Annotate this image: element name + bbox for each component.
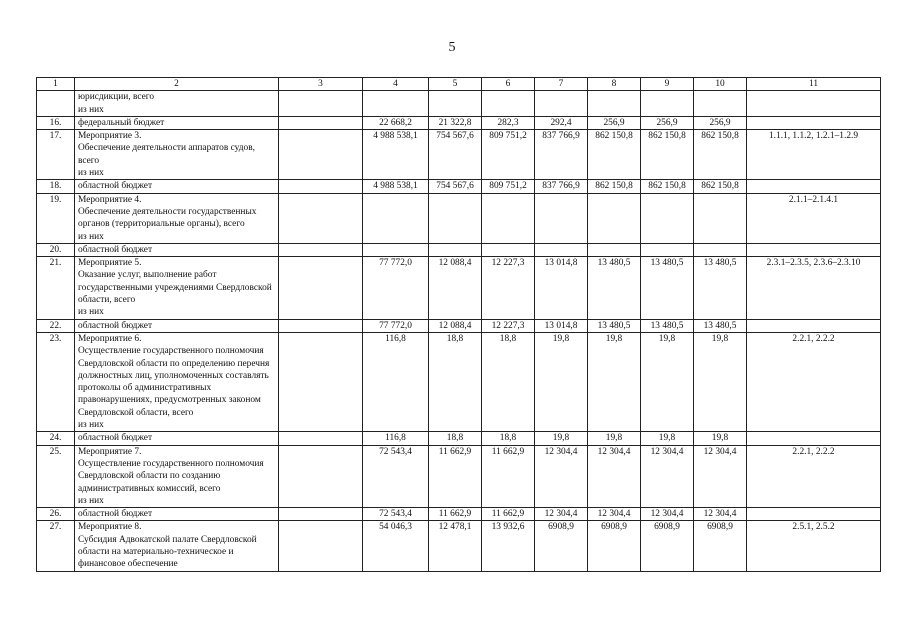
- cell-col-10: 862 150,8: [694, 180, 747, 193]
- row-description: Мероприятие 7. Осуществление государственного полномочия Свердловской области по созданию административных комиссий, всего из них: [75, 445, 279, 507]
- cell-col-9: 12 304,4: [641, 508, 694, 521]
- header-cell: 2: [75, 78, 279, 91]
- cell-col-6: [482, 91, 535, 117]
- cell-col-6: 18,8: [482, 432, 535, 445]
- row-number: 25.: [37, 445, 75, 507]
- header-cell: 6: [482, 78, 535, 91]
- cell-col-3: [279, 193, 363, 243]
- cell-col-7: [535, 243, 588, 256]
- cell-col-6: [482, 193, 535, 243]
- table-header-row: [37, 78, 881, 91]
- cell-col-4: [363, 91, 429, 117]
- cell-col-10: 19,8: [694, 332, 747, 431]
- table-row: [37, 508, 881, 521]
- cell-col-10: [694, 91, 747, 117]
- cell-col-8: 256,9: [588, 116, 641, 129]
- row-number: 26.: [37, 508, 75, 521]
- cell-col-6: 12 227,3: [482, 257, 535, 319]
- table-row: [37, 332, 881, 431]
- cell-col-7: 12 304,4: [535, 445, 588, 507]
- table-row: [37, 257, 881, 319]
- cell-col-8: 12 304,4: [588, 445, 641, 507]
- row-number: 20.: [37, 243, 75, 256]
- cell-col-11-targets: 2.2.1, 2.2.2: [747, 332, 881, 431]
- header-cell: 1: [37, 78, 75, 91]
- cell-col-3: [279, 432, 363, 445]
- cell-col-5: 12 478,1: [429, 521, 482, 571]
- cell-col-11-targets: [747, 91, 881, 117]
- cell-col-4: 77 772,0: [363, 319, 429, 332]
- cell-col-7: 292,4: [535, 116, 588, 129]
- cell-col-3: [279, 445, 363, 507]
- table-row: [37, 130, 881, 180]
- cell-col-3: [279, 521, 363, 571]
- cell-col-4: 77 772,0: [363, 257, 429, 319]
- cell-col-11-targets: [747, 319, 881, 332]
- cell-col-3: [279, 243, 363, 256]
- cell-col-7: 13 014,8: [535, 319, 588, 332]
- cell-col-11-targets: [747, 508, 881, 521]
- cell-col-9: 862 150,8: [641, 130, 694, 180]
- cell-col-11-targets: [747, 180, 881, 193]
- cell-col-4: 72 543,4: [363, 445, 429, 507]
- program-table: [36, 77, 881, 572]
- cell-col-9: 256,9: [641, 116, 694, 129]
- cell-col-7: 6908,9: [535, 521, 588, 571]
- cell-col-9: 13 480,5: [641, 257, 694, 319]
- table-row: [37, 116, 881, 129]
- cell-col-11-targets: [747, 243, 881, 256]
- row-description: Мероприятие 5. Оказание услуг, выполнение работ государственными учреждениями Свердловской области, всего из них: [75, 257, 279, 319]
- cell-col-4: [363, 193, 429, 243]
- cell-col-8: 862 150,8: [588, 180, 641, 193]
- cell-col-8: 6908,9: [588, 521, 641, 571]
- row-number: 22.: [37, 319, 75, 332]
- header-cell: 8: [588, 78, 641, 91]
- header-cell: 11: [747, 78, 881, 91]
- cell-col-6: 809 751,2: [482, 130, 535, 180]
- cell-col-5: 21 322,8: [429, 116, 482, 129]
- cell-col-8: 862 150,8: [588, 130, 641, 180]
- table-row: [37, 319, 881, 332]
- cell-col-8: 13 480,5: [588, 319, 641, 332]
- cell-col-4: 4 988 538,1: [363, 180, 429, 193]
- cell-col-7: 13 014,8: [535, 257, 588, 319]
- cell-col-5: [429, 243, 482, 256]
- cell-col-10: [694, 243, 747, 256]
- row-description: федеральный бюджет: [75, 116, 279, 129]
- cell-col-8: [588, 243, 641, 256]
- table-row: [37, 91, 881, 117]
- cell-col-9: 12 304,4: [641, 445, 694, 507]
- row-description: областной бюджет: [75, 243, 279, 256]
- cell-col-7: [535, 193, 588, 243]
- header-cell: 9: [641, 78, 694, 91]
- cell-col-5: [429, 91, 482, 117]
- page-number: 5: [448, 40, 456, 55]
- row-number: 18.: [37, 180, 75, 193]
- row-description: областной бюджет: [75, 319, 279, 332]
- row-number: 23.: [37, 332, 75, 431]
- cell-col-5: 18,8: [429, 432, 482, 445]
- header-cell: 5: [429, 78, 482, 91]
- table-row: [37, 193, 881, 243]
- cell-col-9: 19,8: [641, 432, 694, 445]
- row-number: 21.: [37, 257, 75, 319]
- cell-col-4: 4 988 538,1: [363, 130, 429, 180]
- cell-col-6: 11 662,9: [482, 508, 535, 521]
- header-cell: 7: [535, 78, 588, 91]
- row-description: областной бюджет: [75, 432, 279, 445]
- row-description: областной бюджет: [75, 508, 279, 521]
- cell-col-5: 12 088,4: [429, 319, 482, 332]
- cell-col-5: 11 662,9: [429, 508, 482, 521]
- cell-col-5: 18,8: [429, 332, 482, 431]
- cell-col-3: [279, 319, 363, 332]
- cell-col-5: 12 088,4: [429, 257, 482, 319]
- table-row: [37, 445, 881, 507]
- cell-col-5: [429, 193, 482, 243]
- cell-col-6: 18,8: [482, 332, 535, 431]
- cell-col-7: 837 766,9: [535, 130, 588, 180]
- cell-col-7: [535, 91, 588, 117]
- table-row: [37, 180, 881, 193]
- cell-col-10: 12 304,4: [694, 445, 747, 507]
- cell-col-8: 19,8: [588, 332, 641, 431]
- row-description: областной бюджет: [75, 180, 279, 193]
- cell-col-3: [279, 257, 363, 319]
- cell-col-4: 116,8: [363, 432, 429, 445]
- cell-col-3: [279, 332, 363, 431]
- cell-col-11-targets: 2.5.1, 2.5.2: [747, 521, 881, 571]
- cell-col-8: 19,8: [588, 432, 641, 445]
- row-description: юрисдикции, всего из них: [75, 91, 279, 117]
- cell-col-4: 54 046,3: [363, 521, 429, 571]
- cell-col-10: 12 304,4: [694, 508, 747, 521]
- cell-col-9: 862 150,8: [641, 180, 694, 193]
- cell-col-6: [482, 243, 535, 256]
- row-description: Мероприятие 8. Субсидия Адвокатской палате Свердловской области на материально-техническое и финансовое обеспечение: [75, 521, 279, 571]
- table-row: [37, 243, 881, 256]
- header-cell: 3: [279, 78, 363, 91]
- row-description: Мероприятие 3. Обеспечение деятельности аппаратов судов, всего из них: [75, 130, 279, 180]
- cell-col-3: [279, 508, 363, 521]
- header-cell: 10: [694, 78, 747, 91]
- cell-col-10: 6908,9: [694, 521, 747, 571]
- cell-col-6: 12 227,3: [482, 319, 535, 332]
- cell-col-3: [279, 180, 363, 193]
- cell-col-9: [641, 193, 694, 243]
- table-row: [37, 521, 881, 571]
- cell-col-5: 11 662,9: [429, 445, 482, 507]
- header-cell: 4: [363, 78, 429, 91]
- cell-col-4: 72 543,4: [363, 508, 429, 521]
- table-row: [37, 432, 881, 445]
- cell-col-11-targets: 1.1.1, 1.1.2, 1.2.1–1.2.9: [747, 130, 881, 180]
- row-number: 17.: [37, 130, 75, 180]
- cell-col-9: [641, 243, 694, 256]
- cell-col-11-targets: 2.2.1, 2.2.2: [747, 445, 881, 507]
- cell-col-10: [694, 193, 747, 243]
- cell-col-5: 754 567,6: [429, 180, 482, 193]
- cell-col-6: 13 932,6: [482, 521, 535, 571]
- row-number: 24.: [37, 432, 75, 445]
- row-description: Мероприятие 4. Обеспечение деятельности государственных органов (территориальные органы), всего из них: [75, 193, 279, 243]
- cell-col-10: 862 150,8: [694, 130, 747, 180]
- cell-col-8: [588, 193, 641, 243]
- cell-col-10: 19,8: [694, 432, 747, 445]
- cell-col-7: 19,8: [535, 432, 588, 445]
- cell-col-10: 256,9: [694, 116, 747, 129]
- cell-col-7: 12 304,4: [535, 508, 588, 521]
- cell-col-11-targets: [747, 116, 881, 129]
- cell-col-8: [588, 91, 641, 117]
- row-number: [37, 91, 75, 117]
- cell-col-4: 116,8: [363, 332, 429, 431]
- cell-col-7: 19,8: [535, 332, 588, 431]
- cell-col-9: [641, 91, 694, 117]
- row-number: 19.: [37, 193, 75, 243]
- cell-col-3: [279, 116, 363, 129]
- cell-col-5: 754 567,6: [429, 130, 482, 180]
- cell-col-9: 6908,9: [641, 521, 694, 571]
- cell-col-4: [363, 243, 429, 256]
- cell-col-8: 12 304,4: [588, 508, 641, 521]
- row-description: Мероприятие 6. Осуществление государственного полномочия Свердловской области по определению перечня должностных лиц, уполномоченных составлять протоколы об административных правонарушениях, предусмотренных законом Свердловской области, всего из них: [75, 332, 279, 431]
- cell-col-6: 11 662,9: [482, 445, 535, 507]
- cell-col-3: [279, 130, 363, 180]
- cell-col-11-targets: 2.1.1–2.1.4.1: [747, 193, 881, 243]
- cell-col-7: 837 766,9: [535, 180, 588, 193]
- row-number: 16.: [37, 116, 75, 129]
- cell-col-9: 19,8: [641, 332, 694, 431]
- row-number: 27.: [37, 521, 75, 571]
- cell-col-6: 809 751,2: [482, 180, 535, 193]
- cell-col-8: 13 480,5: [588, 257, 641, 319]
- cell-col-11-targets: 2.3.1–2.3.5, 2.3.6–2.3.10: [747, 257, 881, 319]
- cell-col-11-targets: [747, 432, 881, 445]
- cell-col-3: [279, 91, 363, 117]
- cell-col-10: 13 480,5: [694, 319, 747, 332]
- cell-col-9: 13 480,5: [641, 319, 694, 332]
- cell-col-4: 22 668,2: [363, 116, 429, 129]
- cell-col-6: 282,3: [482, 116, 535, 129]
- cell-col-10: 13 480,5: [694, 257, 747, 319]
